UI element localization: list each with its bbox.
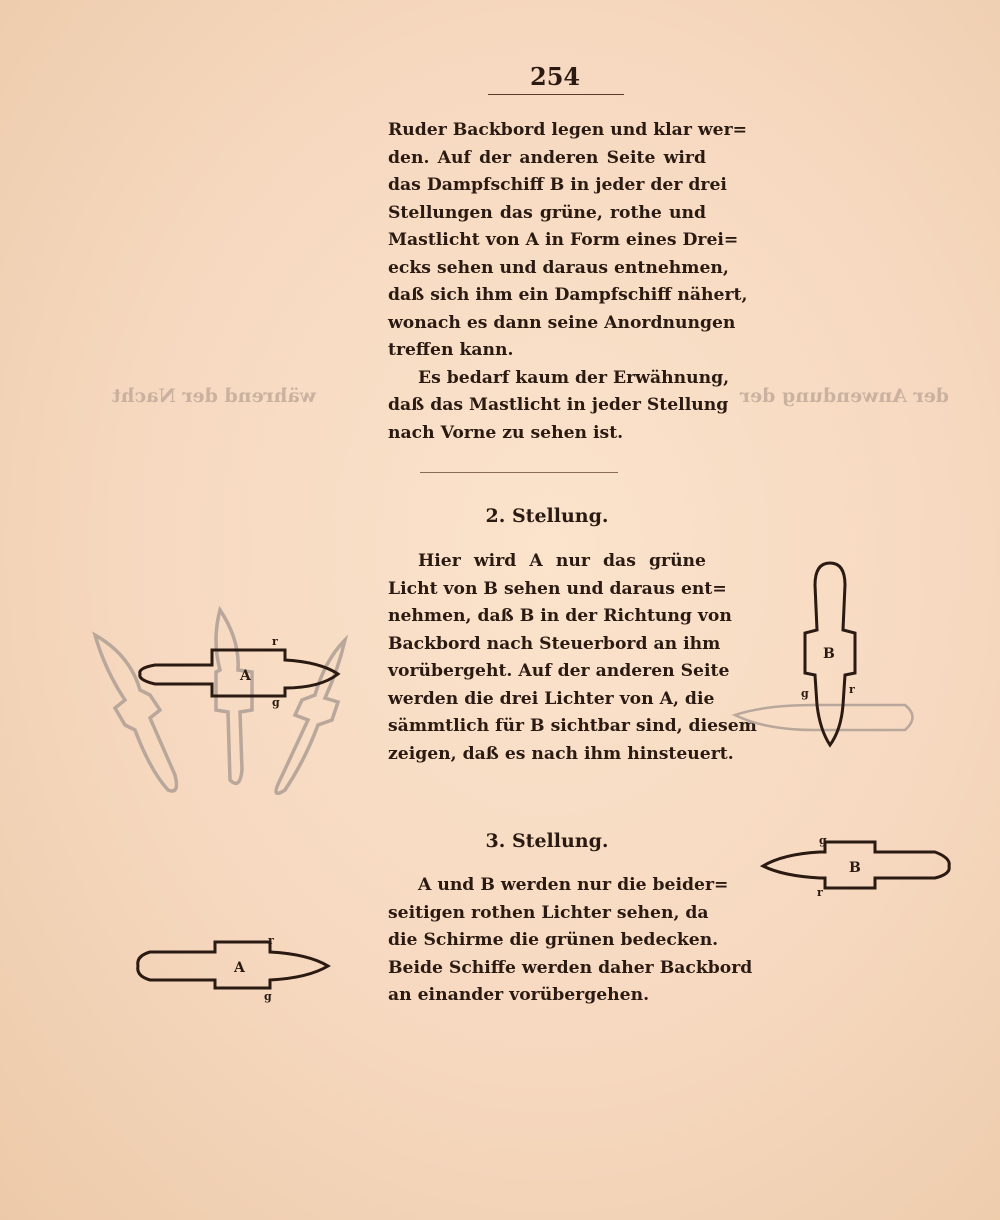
section-2-text-block <box>388 548 757 768</box>
text-line: die Schirme die grünen bedecken. <box>388 930 719 950</box>
text-line: ecks sehen und daraus entnehmen, <box>388 257 729 278</box>
ship-b-label: B <box>823 646 835 662</box>
ship-a-label: A <box>234 960 245 976</box>
red-light-label: r <box>272 635 278 648</box>
diagram-ship-a-position-2 <box>80 600 360 810</box>
text-line: nehmen, daß B in der Richtung von <box>388 606 732 626</box>
text-line: Ruder Backbord legen und klar wer= <box>388 120 748 140</box>
bleed-through-text-right: der Anwendung der <box>740 385 950 407</box>
red-light-label: r <box>817 886 823 899</box>
diagram-ship-b-position-3 <box>755 830 960 900</box>
page-number: 254 <box>530 62 581 91</box>
diagram-ship-b-position-2 <box>725 555 915 755</box>
text-line: seitigen rothen Lichter sehen, da <box>388 902 709 923</box>
ghost-ships <box>95 610 345 793</box>
text-line: an einander vorübergehen. <box>388 985 650 1005</box>
ship-b-label: B <box>849 860 861 876</box>
red-light-label: r <box>849 683 855 696</box>
green-light-label: g <box>819 834 827 847</box>
green-light-label: g <box>264 990 272 1003</box>
text-line: Licht von B sehen und daraus ent= <box>388 578 727 599</box>
red-light-label: r <box>268 934 274 947</box>
green-light-label: g <box>272 696 280 709</box>
section-heading-2: 2. Stellung. <box>485 505 609 527</box>
text-line: daß sich ihm ein Dampfschiff nähert, <box>388 285 748 305</box>
text-line: treffen kann. <box>388 340 514 360</box>
header-rule <box>488 94 624 95</box>
text-line: Hier wird A nur das grüne <box>418 551 706 571</box>
text-line: Es bedarf kaum der Erwähnung, <box>418 367 730 388</box>
section-divider <box>420 472 618 473</box>
text-line: zeigen, daß es nach ihm hinsteuert. <box>388 743 734 764</box>
bleed-through-text-left: während der Nacht <box>112 385 317 407</box>
ship-a-label: A <box>240 668 251 684</box>
text-line: Beide Schiffe werden daher Backbord <box>388 957 753 978</box>
section-heading-3: 3. Stellung. <box>485 830 609 852</box>
diagram-ship-a-position-3 <box>130 930 340 1005</box>
text-line: A und B werden nur die beider= <box>418 875 729 895</box>
text-line: nach Vorne zu sehen ist. <box>388 422 624 443</box>
text-line: vorübergeht. Auf der anderen Seite <box>388 661 730 681</box>
green-light-label: g <box>801 687 809 700</box>
section-3-text-block <box>388 872 753 1010</box>
text-line: sämmtlich für B sichtbar sind, diesem <box>388 716 757 736</box>
text-line: Mastlicht von A in Form eines Drei= <box>388 230 739 250</box>
intro-text-block <box>388 117 748 447</box>
text-line: das Dampfschiff B in jeder der drei <box>388 175 727 195</box>
text-line: wonach es dann seine Anordnungen <box>388 312 736 333</box>
text-line: daß das Mastlicht in jeder Stellung <box>388 395 729 415</box>
text-line: werden die drei Lichter von A, die <box>388 688 715 709</box>
text-line: Stellungen das grüne, rothe und <box>388 202 706 223</box>
ship-a-hull <box>138 942 328 988</box>
text-line: den. Auf der anderen Seite wird <box>388 147 706 168</box>
text-line: Backbord nach Steuerbord an ihm <box>388 633 721 654</box>
